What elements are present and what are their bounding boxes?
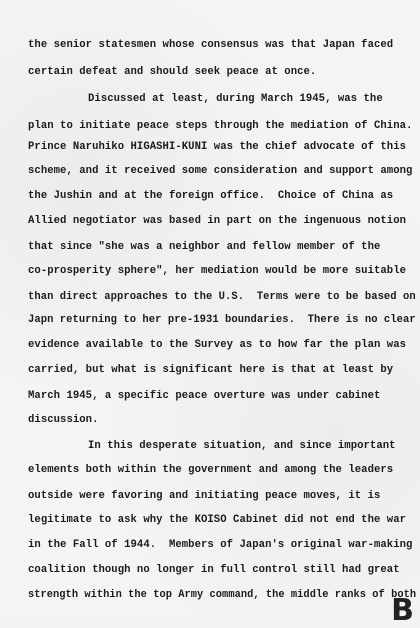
text-line-10: co-prosperity sphere", her mediation would be more suitable [28,265,407,277]
text-line-4: plan to initiate peace steps through the mediation of China. [28,120,413,132]
text-line-16: discussion. [28,414,99,426]
text-line-22: coalition though no longer in full control still had great [28,564,400,576]
text-line-8: Allied negotiator was based in part on the ingenuous notion [28,215,407,227]
corner-mark: B [391,593,414,628]
text-line-20: legitimate to ask why the KOISO Cabinet did not end the war [28,514,407,526]
text-line-17: In this desperate situation, and since important [88,440,396,452]
text-line-6: scheme, and it received some consideration and support among [28,165,413,177]
text-line-1: the senior statesmen whose consensus was that Japan faced [28,39,394,51]
text-line-15: March 1945, a specific peace overture was under cabinet [28,390,381,402]
text-line-11: than direct approaches to the U.S. Terms were to be based on [28,291,416,303]
text-line-3: Discussed at least, during March 1945, was the [88,93,383,105]
text-line-18: elements both within the government and among the leaders [28,464,394,476]
text-line-7: the Jushin and at the foreign office. Choice of China as [28,190,394,202]
text-line-12: Japn returning to her pre-1931 boundaries. There is no clear [28,314,416,326]
text-line-2: certain defeat and should seek peace at once. [28,66,317,78]
text-line-5: Prince Naruhiko HIGASHI-KUNI was the chief advocate of this [28,141,407,153]
text-line-13: evidence available to the Survey as to how far the plan was [28,339,407,351]
text-line-21: in the Fall of 1944. Members of Japan's original war-making [28,539,413,551]
text-line-19: outside were favoring and initiating peace moves, it is [28,490,381,502]
text-line-9: that since "she was a neighbor and fellow member of the [28,241,381,253]
text-line-23: strength within the top Army command, the middle ranks of both [28,589,417,601]
text-line-14: carried, but what is significant here is that at least by [28,364,394,376]
